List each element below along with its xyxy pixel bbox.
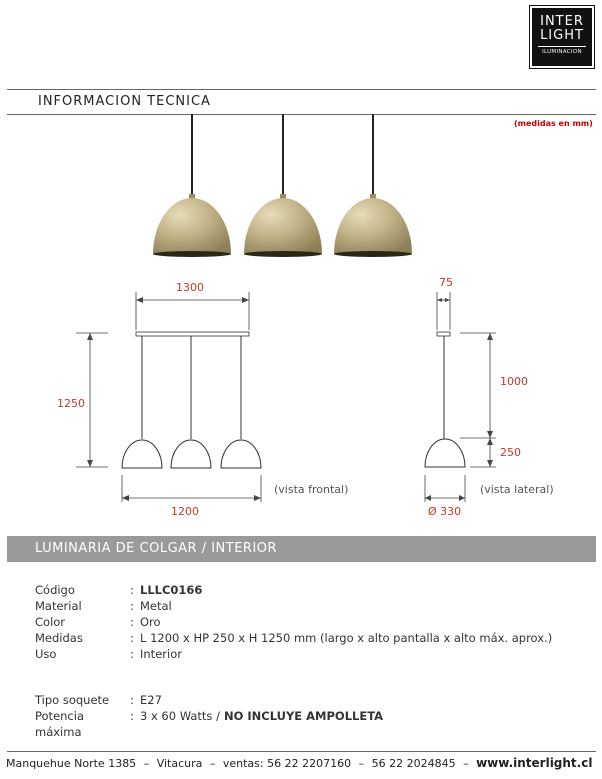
spec-warning: NO INCLUYE AMPOLLETA bbox=[223, 709, 384, 723]
dim-bottom-width: 1200 bbox=[171, 505, 199, 518]
spec-label: Material bbox=[35, 599, 82, 613]
dim-side-top: 75 bbox=[439, 276, 453, 289]
logo-line-2: LIGHT bbox=[540, 28, 584, 43]
spec-table bbox=[35, 582, 552, 662]
logo-line-1: INTER bbox=[540, 14, 584, 29]
spec-row-use: Uso : Interior bbox=[35, 647, 182, 661]
pendant-shade-3 bbox=[334, 114, 412, 257]
category-band bbox=[7, 536, 596, 562]
front-view-drawing bbox=[70, 290, 270, 510]
front-view-label: (vista frontal) bbox=[274, 483, 349, 496]
spec-row-material: Material : Metal bbox=[35, 599, 172, 613]
spec-value: 3 x 60 Watts / bbox=[140, 709, 220, 723]
dim-top-width: 1300 bbox=[176, 281, 204, 294]
spec-row-power: Potencia máxima : 3 x 60 Watts / NO INCLUYE AMPOLLETA bbox=[35, 709, 384, 739]
spec-value: E27 bbox=[140, 693, 162, 707]
spec-label: Uso bbox=[35, 647, 57, 661]
footer-url-link[interactable]: www.interlight.cl bbox=[476, 756, 593, 770]
dim-cable-length: 1000 bbox=[500, 375, 528, 388]
spec-label: Medidas bbox=[35, 631, 83, 645]
spec-value: L 1200 x HP 250 x H 1250 mm (largo x alto pantalla x alto máx. aprox.) bbox=[140, 631, 553, 645]
category-title: LUMINARIA DE COLGAR / INTERIOR bbox=[35, 541, 278, 556]
dim-total-height: 1250 bbox=[57, 397, 85, 410]
spec-row-socket: Tipo soquete : E27 bbox=[35, 693, 162, 707]
footer-address: Manquehue Norte 1385 bbox=[6, 757, 137, 770]
product-photo bbox=[140, 114, 440, 264]
spec-value: Interior bbox=[140, 647, 182, 661]
dim-diameter: Ø 330 bbox=[428, 505, 462, 518]
pendant-shade-2 bbox=[244, 114, 322, 257]
side-view-label: (vista lateral) bbox=[480, 483, 554, 496]
footer: Manquehue Norte 1385 – Vitacura – ventas: 56 22 2207160 – 56 22 2024845 – www.interlight.cl bbox=[6, 756, 593, 770]
section-title: INFORMACION TECNICA bbox=[38, 94, 211, 109]
spec-label: Potencia máxima bbox=[35, 709, 84, 739]
footer-rule bbox=[7, 751, 596, 752]
spec-row-color: Color : Oro bbox=[35, 615, 161, 629]
spec-label: Tipo soquete bbox=[35, 693, 110, 707]
dim-shade-height: 250 bbox=[500, 446, 521, 459]
brand-logo bbox=[530, 6, 594, 68]
header-rule-top bbox=[7, 89, 596, 90]
spec-value: Metal bbox=[140, 599, 172, 613]
spec-row-code: Código : LLLC0166 bbox=[35, 583, 203, 597]
logo-line-3: ILUMINACION bbox=[538, 46, 586, 55]
spec-value: LLLC0166 bbox=[140, 583, 203, 597]
side-view-drawing bbox=[420, 290, 500, 510]
spec-label: Código bbox=[35, 583, 75, 597]
footer-phone: 56 22 2024845 bbox=[371, 757, 456, 770]
footer-sales: ventas: 56 22 2207160 bbox=[222, 757, 352, 770]
footer-city: Vitacura bbox=[156, 757, 203, 770]
units-note: (medidas en mm) bbox=[514, 119, 593, 128]
spec-row-measures: Medidas : L 1200 x HP 250 x H 1250 mm (largo x alto pantalla x alto máx. aprox.) bbox=[35, 631, 553, 645]
spec-value: Oro bbox=[140, 615, 161, 629]
pendant-shade-1 bbox=[153, 114, 231, 257]
spec-table-electrical bbox=[35, 692, 383, 740]
spec-label: Color bbox=[35, 615, 66, 629]
